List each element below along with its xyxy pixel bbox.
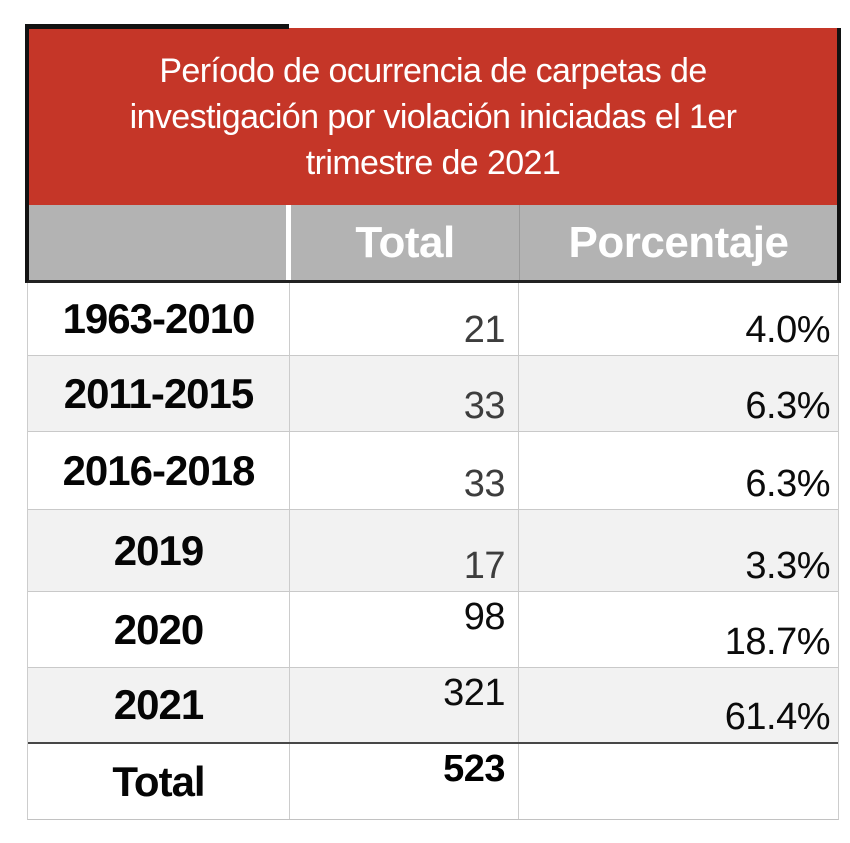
- total-cell: 321: [290, 668, 519, 742]
- percentage-cell: [519, 744, 838, 819]
- total-cell: 21: [290, 283, 519, 355]
- period-cell: 2011-2015: [28, 356, 290, 431]
- period-cell: 2016-2018: [28, 432, 290, 509]
- statistics-table: [25, 28, 841, 820]
- table-row-total: [28, 744, 838, 819]
- percentage-cell: 3.3%: [745, 545, 830, 587]
- table-row-2021: [28, 668, 838, 744]
- column-header-period: [29, 205, 291, 280]
- period-cell: Total: [28, 744, 290, 819]
- title-line-1: Período de ocurrencia de carpetas de: [159, 51, 707, 90]
- percentage-cell: 4.0%: [745, 309, 830, 351]
- percentage-cell: 6.3%: [745, 385, 830, 427]
- period-cell: 2020: [28, 592, 290, 667]
- table-row-2020: [28, 592, 838, 668]
- table-title-banner: [25, 28, 841, 205]
- total-cell: 98: [290, 592, 519, 667]
- table-body: [27, 283, 839, 820]
- total-cell: 523: [290, 744, 519, 819]
- total-cell: 33: [290, 432, 519, 509]
- title-line-3: trimestre de 2021: [305, 143, 561, 182]
- table-row-2016-2018: [28, 432, 838, 510]
- period-cell: 1963-2010: [28, 283, 290, 355]
- partial-top-border: [25, 24, 289, 29]
- table-row-1963-2010: [28, 283, 838, 356]
- table-row-2019: [28, 510, 838, 592]
- column-header-total: Total: [291, 205, 520, 280]
- percentage-cell: 18.7%: [724, 621, 830, 663]
- period-cell: 2019: [28, 510, 290, 591]
- column-header-percentage: Porcentaje: [520, 205, 837, 280]
- percentage-cell: 61.4%: [724, 696, 830, 738]
- total-cell: 17: [290, 510, 519, 591]
- table-row-2011-2015: [28, 356, 838, 432]
- percentage-cell: 6.3%: [745, 463, 830, 505]
- title-line-2: investigación por violación iniciadas el 1er: [129, 97, 737, 136]
- total-cell: 33: [290, 356, 519, 431]
- period-cell: 2021: [28, 668, 290, 742]
- column-header-row: [25, 205, 841, 283]
